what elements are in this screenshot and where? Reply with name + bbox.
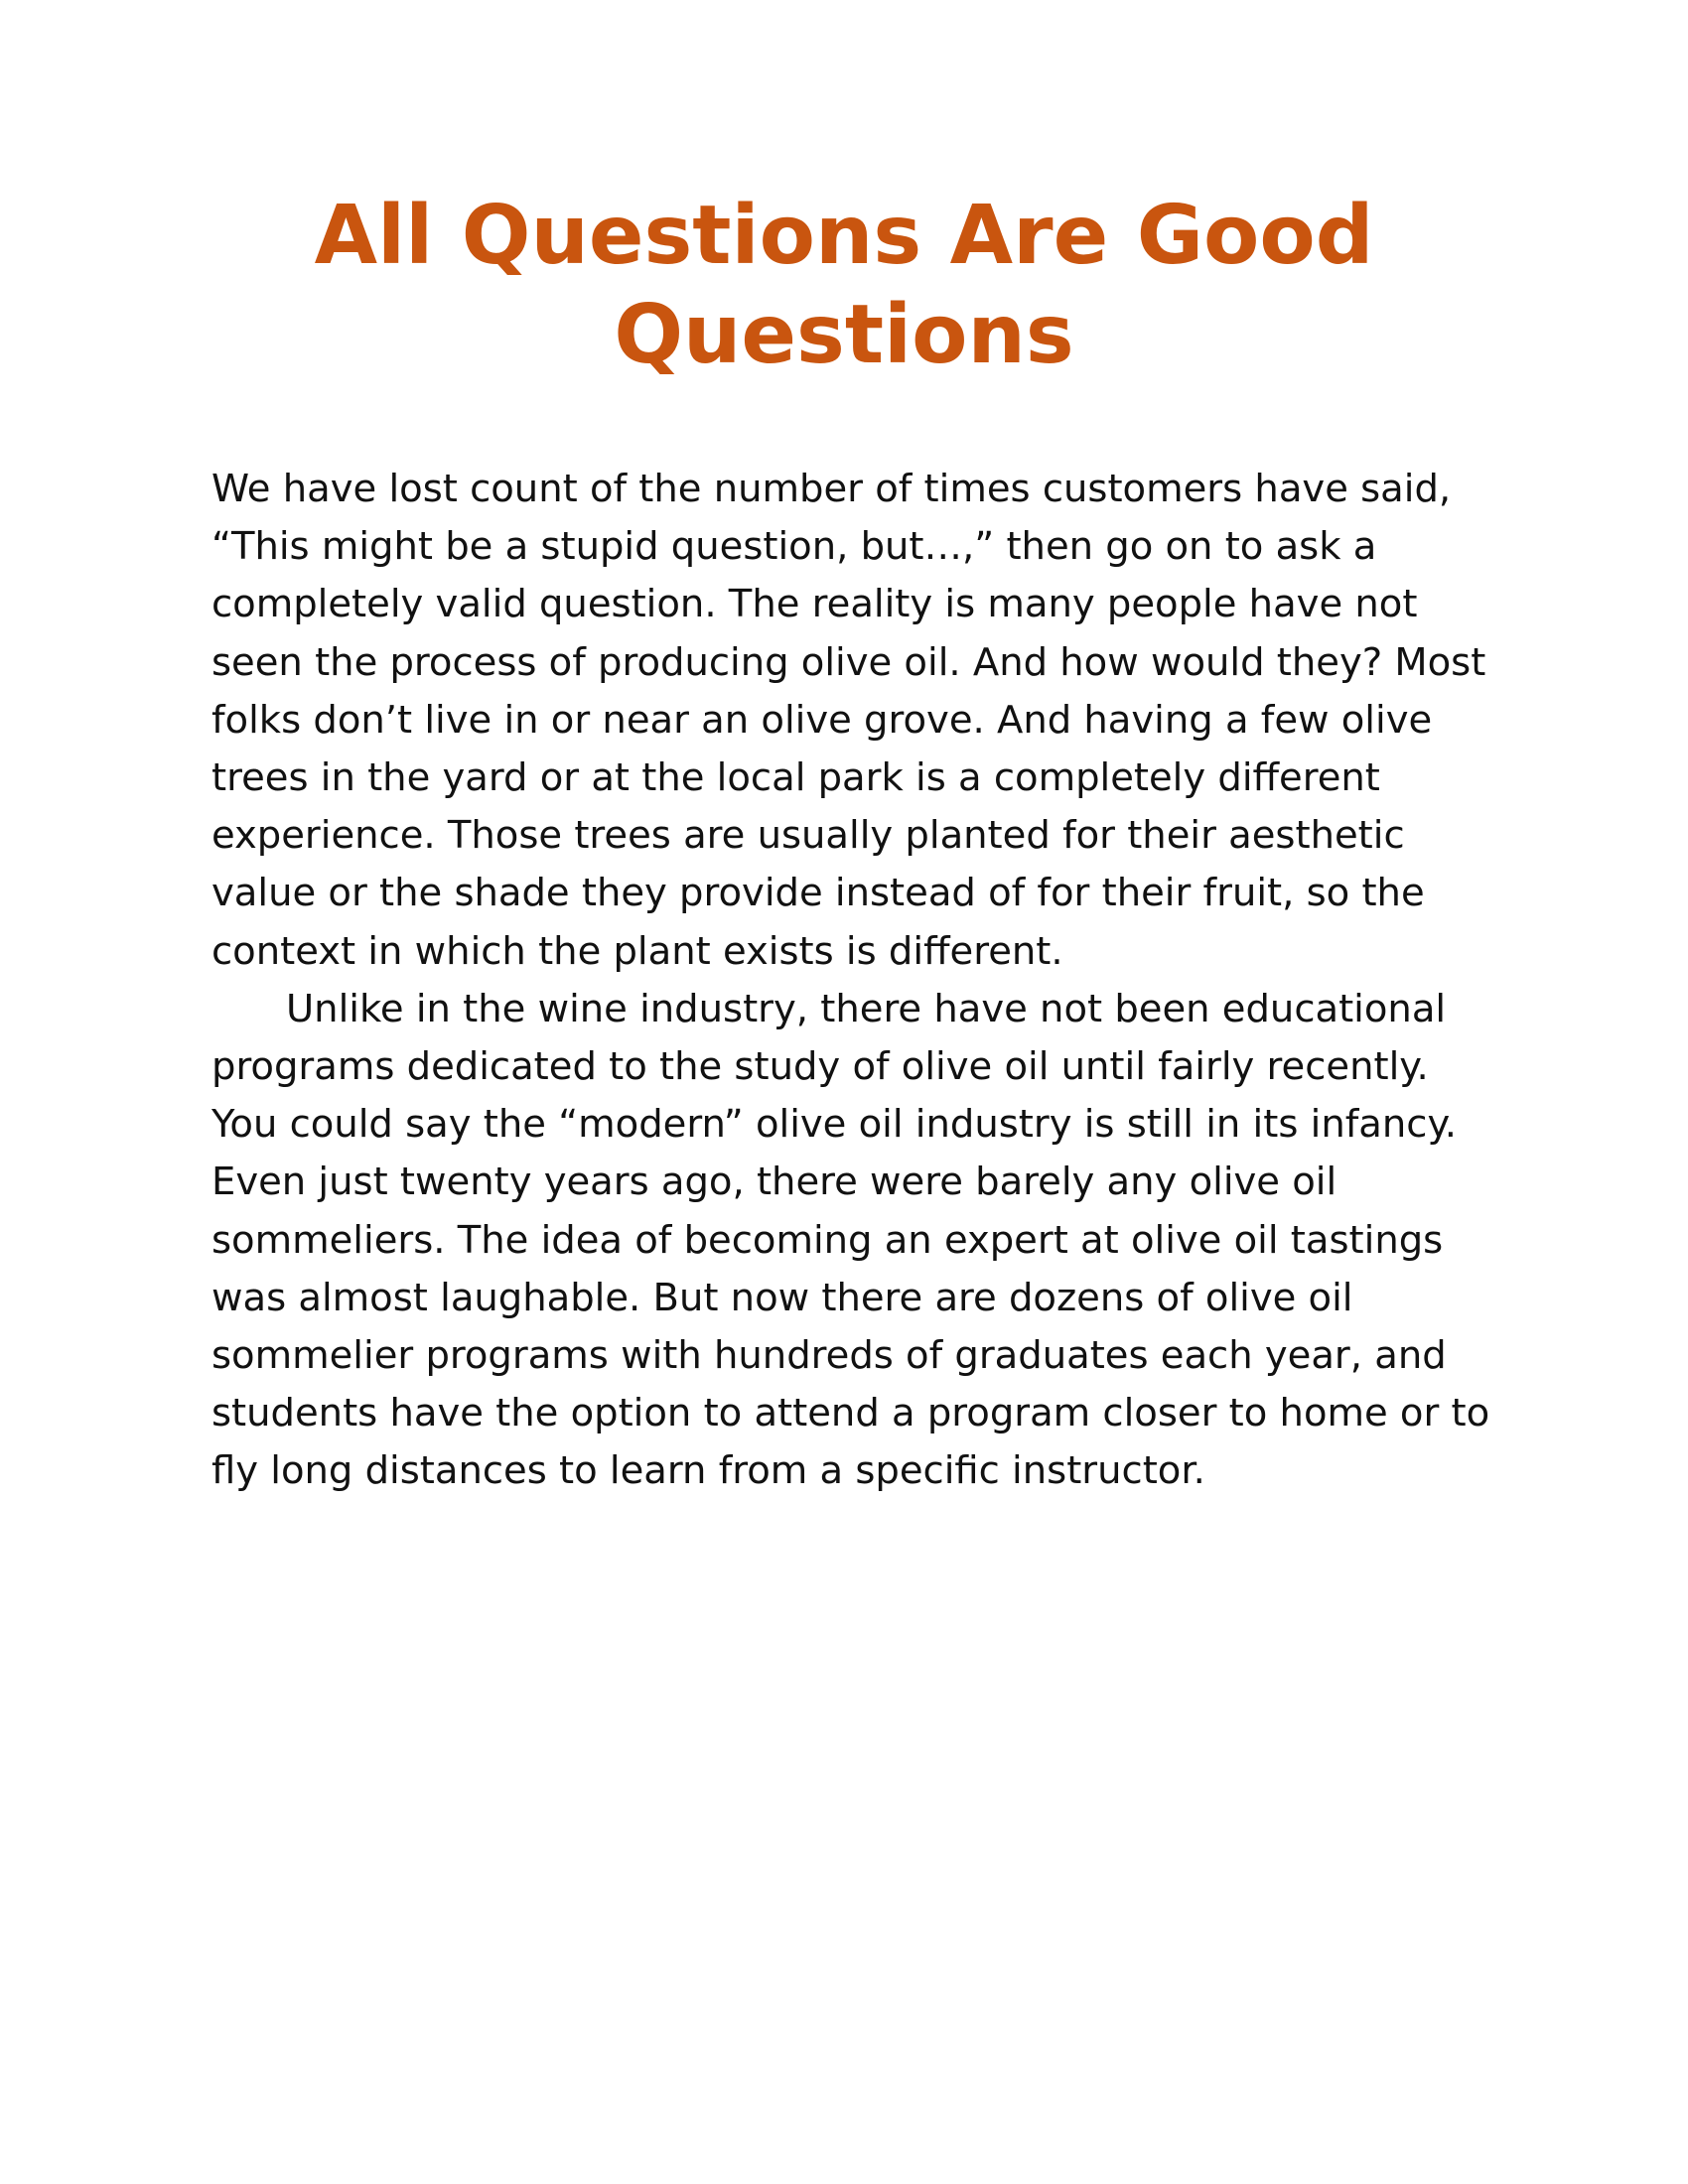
page-title: All Questions Are Good Questions — [314, 189, 1374, 382]
paragraph-1: We have lost count of the number of times customers have said, “This might be a stupid question, but…,” then go on to ask a completely valid question. The reality is many people have not seen the process of producing olive oil. And how would they? Most folks don’t live in or near an olive grove. And having a few olive trees in the yard or at the local park is a completely different experience. Those trees are usually planted for their aesthetic value or the shade they provide instead of for their fruit, so the context in which the plant exists is different. — [211, 467, 1486, 974]
paragraph-2: Unlike in the wine industry, there have not been educational programs dedicated to the study of olive oil until fairly recently. You could say the “modern” olive oil industry is still in its infancy. Even just twenty years ago, there were barely any olive oil sommeliers. The idea of becoming an expert at olive oil tastings was almost laughable. But now there are dozens of olive oil sommelier programs with hundreds of graduates each year, and students have the option to attend a program closer to home or to fly long distances to learn from a specific instructor. — [211, 986, 1490, 1494]
body-text — [211, 461, 1492, 1501]
